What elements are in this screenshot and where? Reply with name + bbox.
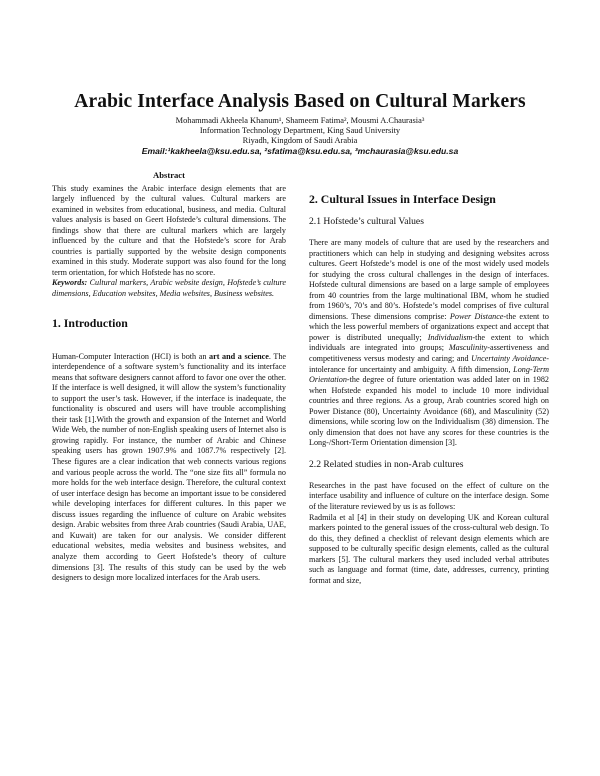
author-names: Mohammadi Akheela Khanum¹, Shameem Fatima², Mousmi A.Chaurasia³	[175, 116, 425, 125]
keywords-list: Cultural markers, Arabic website design, Hofstede’s culture dimensions, Education websites, Media websites, Business websites.	[52, 278, 286, 299]
hofstede-text-a: There are many models of culture that are used by the researchers and practitioners which can help in studying and designing websites across cultures. Geert Hofstede’s model is one of the most widely used models for studying the cross cultural challenges in the design of interfaces. Hofstede cultural dimensions are based on a large sample of employees from 40 countries from the large multinational IBM, whom he studied from 1960’s, 70’s and 80’s. Hofstede’s model comprises of five cultural dimensions. These dimensions comprise:	[309, 238, 549, 321]
keywords	[52, 278, 286, 299]
section-2-heading: 2. Cultural Issues in Interface Design	[309, 192, 496, 206]
abstract-heading: Abstract	[153, 170, 185, 180]
paper-title: Arabic Interface Analysis Based on Cultural Markers	[74, 91, 526, 112]
intro-paragraph	[52, 352, 286, 584]
hofstede-paragraph	[309, 238, 549, 449]
term-masculinity: Masculinity	[448, 343, 488, 353]
intro-text-b: . The interdependence of a software system’s functionality and its interface means that software designers cannot afford to favor one over the other. If the interface is well designed, it will allow the system’s functionality to support the user’s task. However, if the interface is inadequate, the functionality is obscured and users will have trouble accomplishing their task [1].With the growth and expansion of the Internet and World Wide Web, the number of non-English speaking users of Internet also is growing rapidly. For instance, the number of Arabic and Chinese speaking users has grown 1907.9% and 1087.7% respectively [2]. These figures are a clear indication that web connects various regions and various people across the world. The “one size fits all” formula no more holds for the web interface design. Therefore, the cultural context of user interface design has become an important issue to be considered while developing interfaces for different cultures. In this paper we discuss issues regarding the influence of culture on Arabic websites design. Arabic websites from three Arab countries (Saudi Arabia, UAE, and Kuwait) are taken for our analysis. We consider different educational websites, media websites and business websites, and analyze them according to Geert Hofstede’s theory of culture dimensions [3]. The results of this study can be used by the web designers to design more localized interfaces for the Arab users.	[52, 351, 286, 583]
hofstede-text-e: -intolerance for uncertainty and ambiguity. A fifth dimension,	[309, 354, 549, 374]
author-emails: Email:¹kakheela@ksu.edu.sa, ²sfatima@ksu.edu.sa, ³mchaurasia@ksu.edu.sa	[141, 146, 459, 156]
related-studies-paragraph: Researches in the past have focused on the effect of culture on the interface usability and influence of culture on the interface design. Some of the literature reviewed by us is as follows:	[309, 480, 549, 512]
author-block	[0, 116, 600, 156]
hofstede-text-b: -the extent to which the less powerful members of organizations expect and accept that power is distributed unequally;	[309, 311, 549, 342]
term-uncertainty-avoidance: Uncertainty Avoidance	[471, 354, 547, 364]
hofstede-text-c: -the extent to which individuals are integrated into groups;	[309, 332, 549, 353]
hofstede-text-f: -the degree of future orientation was added later on in 1982 when Hofstede expanded his model to include 10 more individual countries and three regions. As a group, Arab countries scored high on Power Distance (80), Uncertainty Avoidance (68), and Masculinity (52) dimensions, while scoring low on the Individualism (38) dimension. The only dimension that does not have any scores for these countries is the Long-/Short-Term Orientation dimension [3].	[309, 375, 549, 448]
section-1-heading: 1. Introduction	[52, 315, 128, 330]
radmila-paragraph: Radmila et al [4] in their study on developing UK and Korean cultural markers pointed to the general issues of the cross-cultural web design. To do this, they defined a checklist of relevant design elements which are supposed to be culturally specific design elements, called as the cultural markers [5]. The cultural markers they used included verbal attributes such as language and format (time, date, addresses, currency, printing format and size,	[309, 512, 549, 585]
keywords-label: Keywords:	[52, 278, 88, 288]
right-column	[309, 192, 549, 586]
term-long-term-orientation: Long-Term Orientation	[309, 364, 549, 385]
hofstede-text-d: -assertiveness and competitiveness versus modesty and caring; and	[309, 343, 549, 364]
intro-text-a: Human-Computer Interaction (HCI) is both an	[52, 351, 210, 361]
term-power-distance: Power Distance	[449, 311, 504, 321]
subsection-2-2-heading: 2.2 Related studies in non-Arab cultures	[309, 458, 464, 470]
subsection-2-1-heading: 2.1 Hofstede’s cultural Values	[309, 216, 424, 227]
abstract-text: This study examines the Arabic interface design elements that are largely influenced by the cultural values. Cultural markers are examined in websites from educational, business, and media. Cultural values analysis is based on Geert Hofstede’s cultural dimensions. The findings show that there are cultural markers which are largely influenced by the culture and that the Hofstede’s score for Arab countries is partially supported by the website design components examined in this study. Moderate support was also found for the long term orientation, for which Hofstede has no score.	[52, 183, 286, 277]
term-individualism: Individualism	[427, 332, 473, 342]
left-column	[52, 170, 286, 584]
intro-emphasis: art and a science	[209, 351, 269, 361]
author-location: Riyadh, Kingdom of Saudi Arabia	[242, 136, 358, 145]
author-affiliation: Information Technology Department, King Saud University	[199, 126, 401, 135]
